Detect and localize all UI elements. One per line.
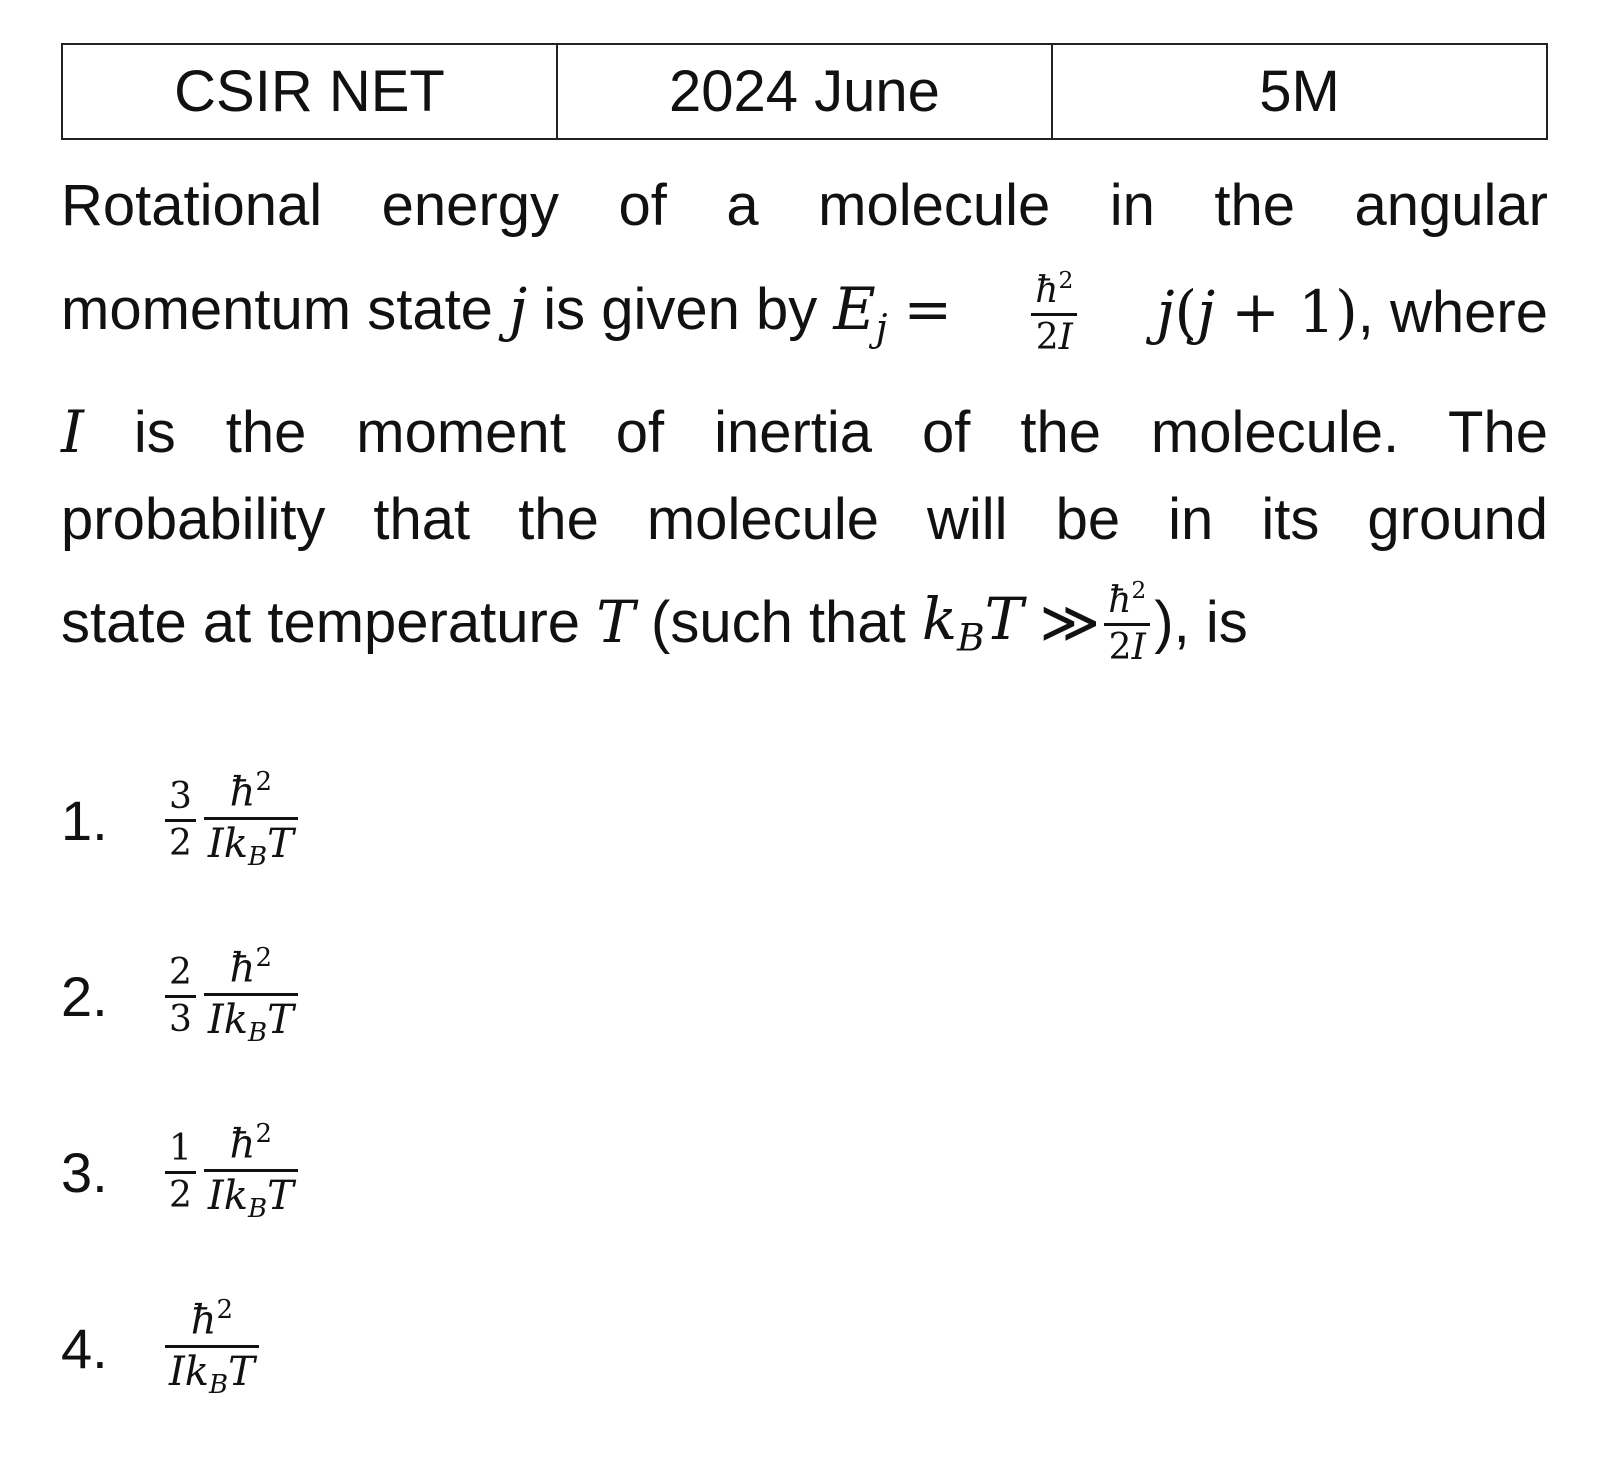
marks-cell: 5M (1052, 44, 1547, 139)
options-list (61, 760, 302, 1464)
question-line-2-post: j(j + 1), where (1156, 278, 1548, 347)
question-line-4: probability that the molecule will be in its ground (61, 487, 1548, 552)
option-1[interactable] (61, 760, 302, 880)
question-line-1: Rotational energy of a molecule in the angular (61, 173, 1548, 238)
question-line-2 (61, 268, 1548, 357)
option-number: 2. (61, 964, 108, 1028)
question-line-2-pre: momentum state j is given by $E_j$ = (61, 275, 953, 350)
option-number: 4. (61, 1316, 108, 1380)
option-4[interactable] (61, 1288, 302, 1408)
main-fraction: $\frac{ħ^2}{Ik_BT}$ (165, 1297, 259, 1399)
coefficient-fraction: $\frac{1}{2}$ (165, 1130, 196, 1215)
option-expression (161, 945, 302, 1047)
question-line-5: state at temperature T (such that $k_BT$ ≫ $\frac{ħ^2}{2I}$ ), is (61, 576, 1248, 668)
option-expression (161, 1297, 263, 1399)
option-expression (161, 769, 302, 871)
coefficient-fraction: $\frac{3}{2}$ (165, 778, 196, 863)
header-table (61, 43, 1548, 140)
option-number: 1. (61, 788, 108, 852)
main-fraction: $\frac{ħ^2}{Ik_BT}$ (204, 945, 298, 1047)
main-fraction: $\frac{ħ^2}{Ik_BT}$ (204, 1121, 298, 1223)
main-fraction: $\frac{ħ^2}{Ik_BT}$ (204, 769, 298, 871)
option-2[interactable] (61, 936, 302, 1056)
option-3[interactable] (61, 1112, 302, 1232)
coefficient-fraction: $\frac{2}{3}$ (165, 954, 196, 1039)
energy-fraction: $\frac{ħ^2}{2I}$ (1031, 268, 1077, 357)
option-number: 3. (61, 1140, 108, 1204)
exam-cell: CSIR NET (62, 44, 557, 139)
question-line-3: I is the moment of inertia of the molecule. The (61, 398, 1548, 466)
session-cell: 2024 June (557, 44, 1052, 139)
option-expression (161, 1121, 302, 1223)
condition-fraction: $\frac{ħ^2}{2I}$ (1104, 578, 1150, 667)
